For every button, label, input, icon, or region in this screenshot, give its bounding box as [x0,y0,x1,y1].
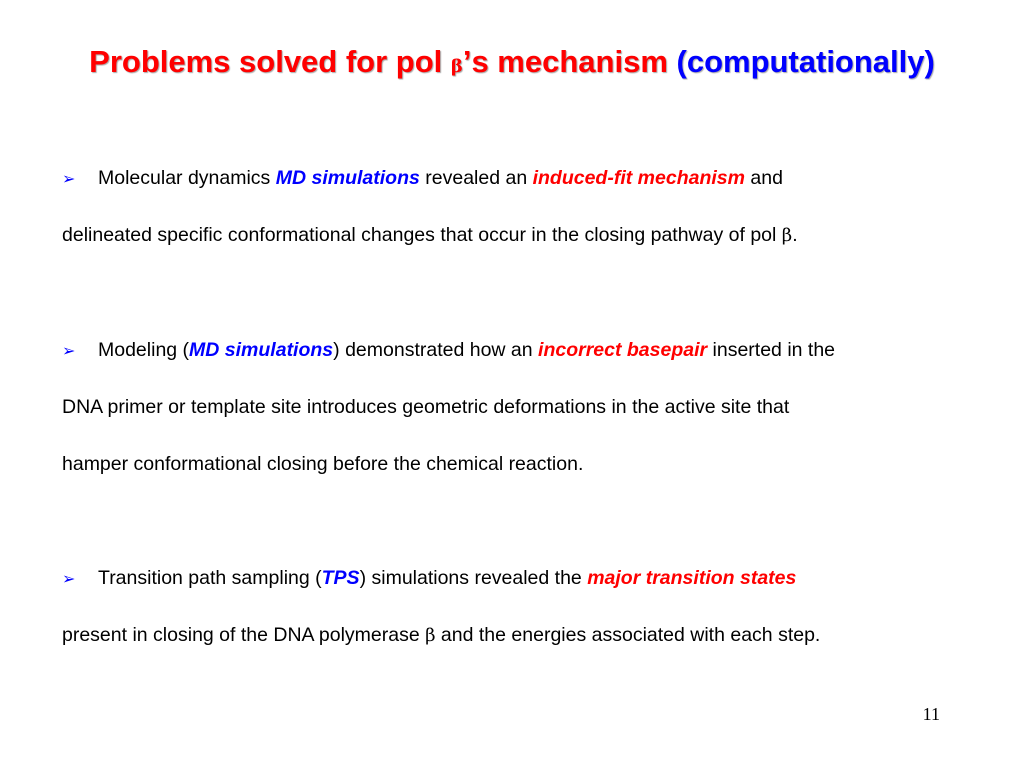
bullet-line [62,322,982,379]
emphasis-red: induced-fit mechanism [532,167,745,189]
title-text-continued: ’s mechanism [462,44,677,79]
emphasis-blue: TPS [321,567,360,589]
title-beta-symbol: β [450,56,463,77]
bullet-text: delineated specific conformational changes that occur in the closing pathway of pol [62,224,782,246]
bullet-item-md-induced-fit [62,150,982,264]
bullet-line [62,150,982,207]
emphasis-red: major transition states [587,567,797,589]
bullet-text: Transition path sampling ( [98,567,322,589]
bullet-line: DNA primer or template site introduces geometric deformations in the active site that [62,396,790,418]
arrow-bullet-icon: ➢ [62,169,76,188]
beta-symbol: β [781,225,793,246]
bullet-text: present in closing of the DNA polymerase [62,624,426,646]
bullet-text: Molecular dynamics [98,167,276,189]
bullet-text: . [792,224,798,246]
emphasis-red: incorrect basepair [538,339,708,361]
emphasis-blue: MD simulations [275,167,420,189]
bullet-text: inserted in the [707,339,836,361]
bullet-line [62,207,982,264]
title-qualifier: (computationally) [676,44,935,79]
bullet-text: and the energies associated with each step. [435,624,821,646]
bullet-line: hamper conformational closing before the chemical reaction. [62,453,584,475]
bullet-line [62,607,982,664]
bullet-text: and [744,167,783,189]
arrow-bullet-icon: ➢ [62,569,76,588]
beta-symbol: β [425,625,436,646]
bullet-item-tps [62,550,982,664]
bullet-text: ) demonstrated how an [333,339,539,361]
arrow-bullet-icon: ➢ [62,341,76,360]
bullet-text: revealed an [419,167,533,189]
page-number: 11 [922,704,940,724]
bullet-text: Modeling ( [98,339,190,361]
bullet-line [62,550,982,607]
emphasis-blue: MD simulations [189,339,334,361]
bullet-text: ) simulations revealed the [359,567,588,589]
bullet-item-incorrect-basepair [62,322,982,493]
slide-title [0,40,1024,89]
title-text: Problems solved for pol [89,44,451,79]
